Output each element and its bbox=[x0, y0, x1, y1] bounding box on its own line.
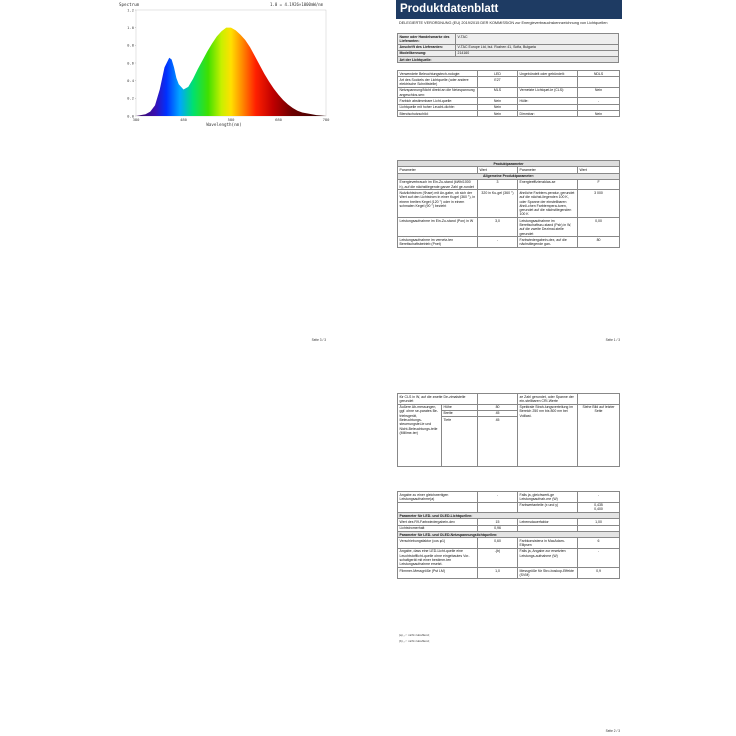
equiv-cell: - bbox=[478, 492, 518, 503]
param-cell: Nutzlichtstrom (Φuse) mit An-gabe, ob sich der Wert auf den Lichtstrom in einer Kugel (360 °), in einem breiten Kegel (120 °) oder in einem schmalen Kegel (90 °) bezieht bbox=[398, 190, 478, 218]
param-cell: F bbox=[578, 179, 620, 190]
table-row bbox=[398, 548, 620, 567]
cont-right-cell: ze Zahl gerundet, oder Spanne der ein-stellbaren CRI-Werte bbox=[518, 394, 578, 405]
type-cell: LED bbox=[478, 71, 518, 77]
type-cell bbox=[578, 77, 620, 88]
x-tick-label: 480 bbox=[180, 117, 187, 122]
mains-cell: Falls ja, Angabe zur ersetzten Leistungs-aufnahme (W) bbox=[518, 548, 578, 567]
continued-table bbox=[397, 393, 620, 467]
x-tick-label: 680 bbox=[275, 117, 282, 122]
param-cell: Leistungsaufnahme im Ein-Zu-stand (Pon) in W bbox=[398, 218, 478, 237]
product-params-title: Produktparameter bbox=[398, 161, 620, 167]
param-cell: 0,00 bbox=[578, 218, 620, 237]
footnote-a: (a) „-“: nicht zutreffend; bbox=[399, 633, 430, 637]
y-tick-label: 0.0 bbox=[127, 113, 134, 119]
product-parameter-table bbox=[397, 160, 620, 248]
mains-cell: -(b) bbox=[478, 548, 518, 567]
table-row bbox=[398, 237, 620, 248]
param-cell: 320 in Ku-gel (360 °) bbox=[478, 190, 518, 218]
param-cell: ähnliche Farbtem-peratur, gerundet auf die nächst-liegenden 100 K, oder Spanne der einstellbaren ähnli-chen Farbtempera-turen, gerundet auf die nächstliegenden 100 K bbox=[518, 190, 578, 218]
param-cell: 3,0 bbox=[478, 218, 518, 237]
mains-cell: 0,9 bbox=[578, 568, 620, 579]
equiv-cell: - bbox=[578, 492, 620, 503]
spectrum-ylabel: Spectrum bbox=[119, 2, 140, 7]
params-header-value1: Wert bbox=[478, 167, 518, 173]
type-cell: Netzspannung/Nicht direkt an die Netzspannung angeschlos-sen: bbox=[398, 87, 478, 98]
type-cell: E27 bbox=[478, 77, 518, 88]
spectrum-chart bbox=[118, 0, 328, 130]
type-cell: Verwendete Beleuchtungstech-nologie: bbox=[398, 71, 478, 77]
datasheet-title: Produktdatenblatt bbox=[396, 0, 622, 19]
address-value: V-TAC Europe Ltd, bul. Rozhen 41, Sofia, Bulgaria bbox=[456, 44, 619, 50]
spectrum-xlabel: Wavelength(nm) bbox=[206, 122, 242, 127]
mains-cell: - bbox=[578, 548, 620, 567]
dim-value-width: 45 bbox=[478, 410, 518, 416]
spectrum-area bbox=[136, 28, 326, 116]
mains-cell: 1,0 bbox=[478, 568, 518, 579]
param-cell: - bbox=[478, 237, 518, 248]
led-cell: Lebensdauerfaktor bbox=[518, 519, 578, 525]
type-cell: Nein bbox=[578, 87, 620, 98]
mains-params-title: Parameter für LED- und OLED-Netzspannungslichtquellen: bbox=[398, 532, 620, 538]
type-cell: Blendschutzschild: bbox=[398, 111, 478, 117]
type-cell: Nein bbox=[478, 98, 518, 104]
footnote-b: (b) „-“: nicht zutreffend; bbox=[399, 639, 430, 643]
table-row bbox=[398, 77, 620, 88]
equiv-cell: Farbwertanteile (x und y) bbox=[518, 502, 578, 513]
mains-cell: 6 bbox=[578, 538, 620, 549]
dim-label-height: Höhe bbox=[442, 404, 478, 410]
type-cell: MLS bbox=[478, 87, 518, 98]
led-cell: Lichtstromerhalt bbox=[398, 525, 478, 531]
equiv-cell: Falls ja, gleichwerti-ge Leistungsaufnah-me (W) bbox=[518, 492, 578, 503]
type-cell: Dimmbar: bbox=[518, 111, 578, 117]
supplier-label: Name oder Handelsmarke des Lieferanten: bbox=[398, 34, 456, 45]
param-cell: Leistungsaufnahme im Bereitschaftszu-stand (Psb) in W, auf die zweite Dezimal-stelle gerundet bbox=[518, 218, 578, 237]
type-cell: Farbich abstimmbare Licht-quelle: bbox=[398, 98, 478, 104]
y-tick-label: 0.6 bbox=[127, 60, 134, 66]
datasheet-page-2 bbox=[396, 393, 622, 736]
type-cell: Nein bbox=[478, 104, 518, 110]
table-row bbox=[398, 502, 620, 513]
supplier-value: V-TAC bbox=[456, 34, 619, 45]
led-cell: 15 bbox=[478, 519, 518, 525]
datasheet-page-1 bbox=[396, 0, 622, 345]
page-footer: Seite 3 / 3 bbox=[311, 338, 326, 342]
mains-cell: Farbkonsistenz in MacAdam-Ellipsen bbox=[518, 538, 578, 549]
param-cell: Energieverbrauch im Ein-Zu-stand (kWh/1000 h), auf die nächstliegende ganze Zahl ge-rundet bbox=[398, 179, 478, 190]
equiv-cell: Angabe zu einer gleichwertigen Leistungsaufnahme(a) bbox=[398, 492, 478, 503]
mains-cell: Flimmer-Messgröße (Pst LM) bbox=[398, 568, 478, 579]
params-header-value2: Wert bbox=[578, 167, 620, 173]
equiv-cell bbox=[478, 502, 518, 513]
supplier-table bbox=[397, 33, 619, 63]
lightsource-type-header: Art der Lichtquelle: bbox=[398, 57, 619, 63]
page-footer: Seite 1 / 3 bbox=[605, 338, 620, 342]
type-cell: Ungebündelt oder gebündelt: bbox=[518, 71, 578, 77]
equiv-cell: 0,435 0,400 bbox=[578, 502, 620, 513]
dim-label-depth: Tiefe bbox=[442, 417, 478, 467]
y-tick-label: 0.4 bbox=[127, 77, 134, 83]
type-cell: Nein bbox=[478, 111, 518, 117]
lightsource-type-table bbox=[397, 70, 620, 117]
type-cell: - bbox=[578, 98, 620, 104]
type-cell bbox=[518, 77, 578, 88]
general-params-title: Allgemeine Produktparameter: bbox=[398, 173, 620, 179]
address-label: Anschrift des Lieferanten: bbox=[398, 44, 456, 50]
mains-cell: Angabe, dass eine LED-Licht-quelle eine Leuchtstofflicht-quelle ohne eingebautes Vor-schaltgerät mit einer bestimm-ten Leistungsaufnahme ersetzt. bbox=[398, 548, 478, 567]
dimensions-label: Äußere Ab-messungen, ggf. ohne se-parates Be-triebsgerät, Beleuchtungs-steuerungstei-le und Nicht-Beleuchtungs-teile (Millime-ter) bbox=[398, 404, 442, 467]
model-label: Modellkennung: bbox=[398, 50, 456, 56]
type-cell: Nein bbox=[578, 111, 620, 117]
param-cell: Energieeffizienzklas-se bbox=[518, 179, 578, 190]
y-tick-label: 1.0 bbox=[127, 24, 134, 30]
led-params-title: Parameter für LED- und OLED-Lichtquellen: bbox=[398, 513, 620, 519]
spectrum-page bbox=[118, 0, 328, 345]
page-footer: Seite 2 / 3 bbox=[605, 729, 620, 733]
table-row bbox=[398, 218, 620, 237]
regulation-text: DELEGIERTE VERORDNUNG (EU) 2019/2015 DER KOMMISSION zur Energieverbrauchskennzeichnung von Lichtquellen bbox=[399, 21, 608, 25]
param-cell: 3 bbox=[478, 179, 518, 190]
mains-cell: Verschiebungsfaktor (cos φ1) bbox=[398, 538, 478, 549]
model-value: 214160 bbox=[456, 50, 619, 56]
equiv-cell bbox=[398, 502, 478, 513]
x-tick-label: 780 bbox=[322, 117, 330, 122]
table-row bbox=[398, 111, 620, 117]
y-tick-label: 0.8 bbox=[127, 42, 134, 48]
type-cell: Art des Sockels der Lichtquelle (oder andere elektrische Schnittstelle) bbox=[398, 77, 478, 88]
type-cell: Hülle: bbox=[518, 98, 578, 104]
spectrum-header-info: 1.0 = 4.1926×1000mW/nm bbox=[270, 2, 323, 7]
led-cell: 0,96 bbox=[478, 525, 518, 531]
y-tick-label: 0.2 bbox=[127, 95, 134, 101]
spectral-value: Siehe Bild auf letzter Seite bbox=[578, 404, 620, 467]
table-row bbox=[398, 87, 620, 98]
param-cell: 3 000 bbox=[578, 190, 620, 218]
mains-cell: Messgröße für Stro-boskop-Effekte (SVM) bbox=[518, 568, 578, 579]
params-header-param1: Parameter bbox=[398, 167, 478, 173]
param-cell: Farbwiedergabein-dex, auf die nächstliegende gan- bbox=[518, 237, 578, 248]
type-cell: Vernetzte Lichtquel-le (CLS): bbox=[518, 87, 578, 98]
dim-label-width: Breite bbox=[442, 410, 478, 416]
table-row bbox=[398, 190, 620, 218]
led-cell: 1,00 bbox=[578, 519, 620, 525]
equivalent-power-table bbox=[397, 491, 620, 579]
params-header-param2: Parameter bbox=[518, 167, 578, 173]
table-row bbox=[398, 538, 620, 549]
table-row bbox=[398, 492, 620, 503]
x-tick-label: 580 bbox=[227, 117, 235, 122]
led-cell: Wert des R9-Farbwiedergabein-dex bbox=[398, 519, 478, 525]
x-tick-label: 380 bbox=[132, 117, 140, 122]
cont-left-cell: für CLS in W, auf die zweite De-zimalstelle gerundet bbox=[398, 394, 478, 405]
dim-value-depth: 45 bbox=[478, 417, 518, 467]
table-row bbox=[398, 568, 620, 579]
param-cell: Leistungsaufnahme im vernetz-ten Bereitschaftsbetrieb (Pnet) bbox=[398, 237, 478, 248]
mains-cell: 0,60 bbox=[478, 538, 518, 549]
table-row bbox=[398, 179, 620, 190]
y-tick-label: 1.2 bbox=[127, 7, 134, 13]
type-cell: NDLS bbox=[578, 71, 620, 77]
dim-value-height: 80 bbox=[478, 404, 518, 410]
spectral-label: Spektrale Strah-lungsverteilung im Bereich 250 nm bis 800 nm bei Volllast. bbox=[518, 404, 578, 467]
param-cell: 80 bbox=[578, 237, 620, 248]
type-cell: Lichtquelle mit hoher Leucht-dichte: bbox=[398, 104, 478, 110]
